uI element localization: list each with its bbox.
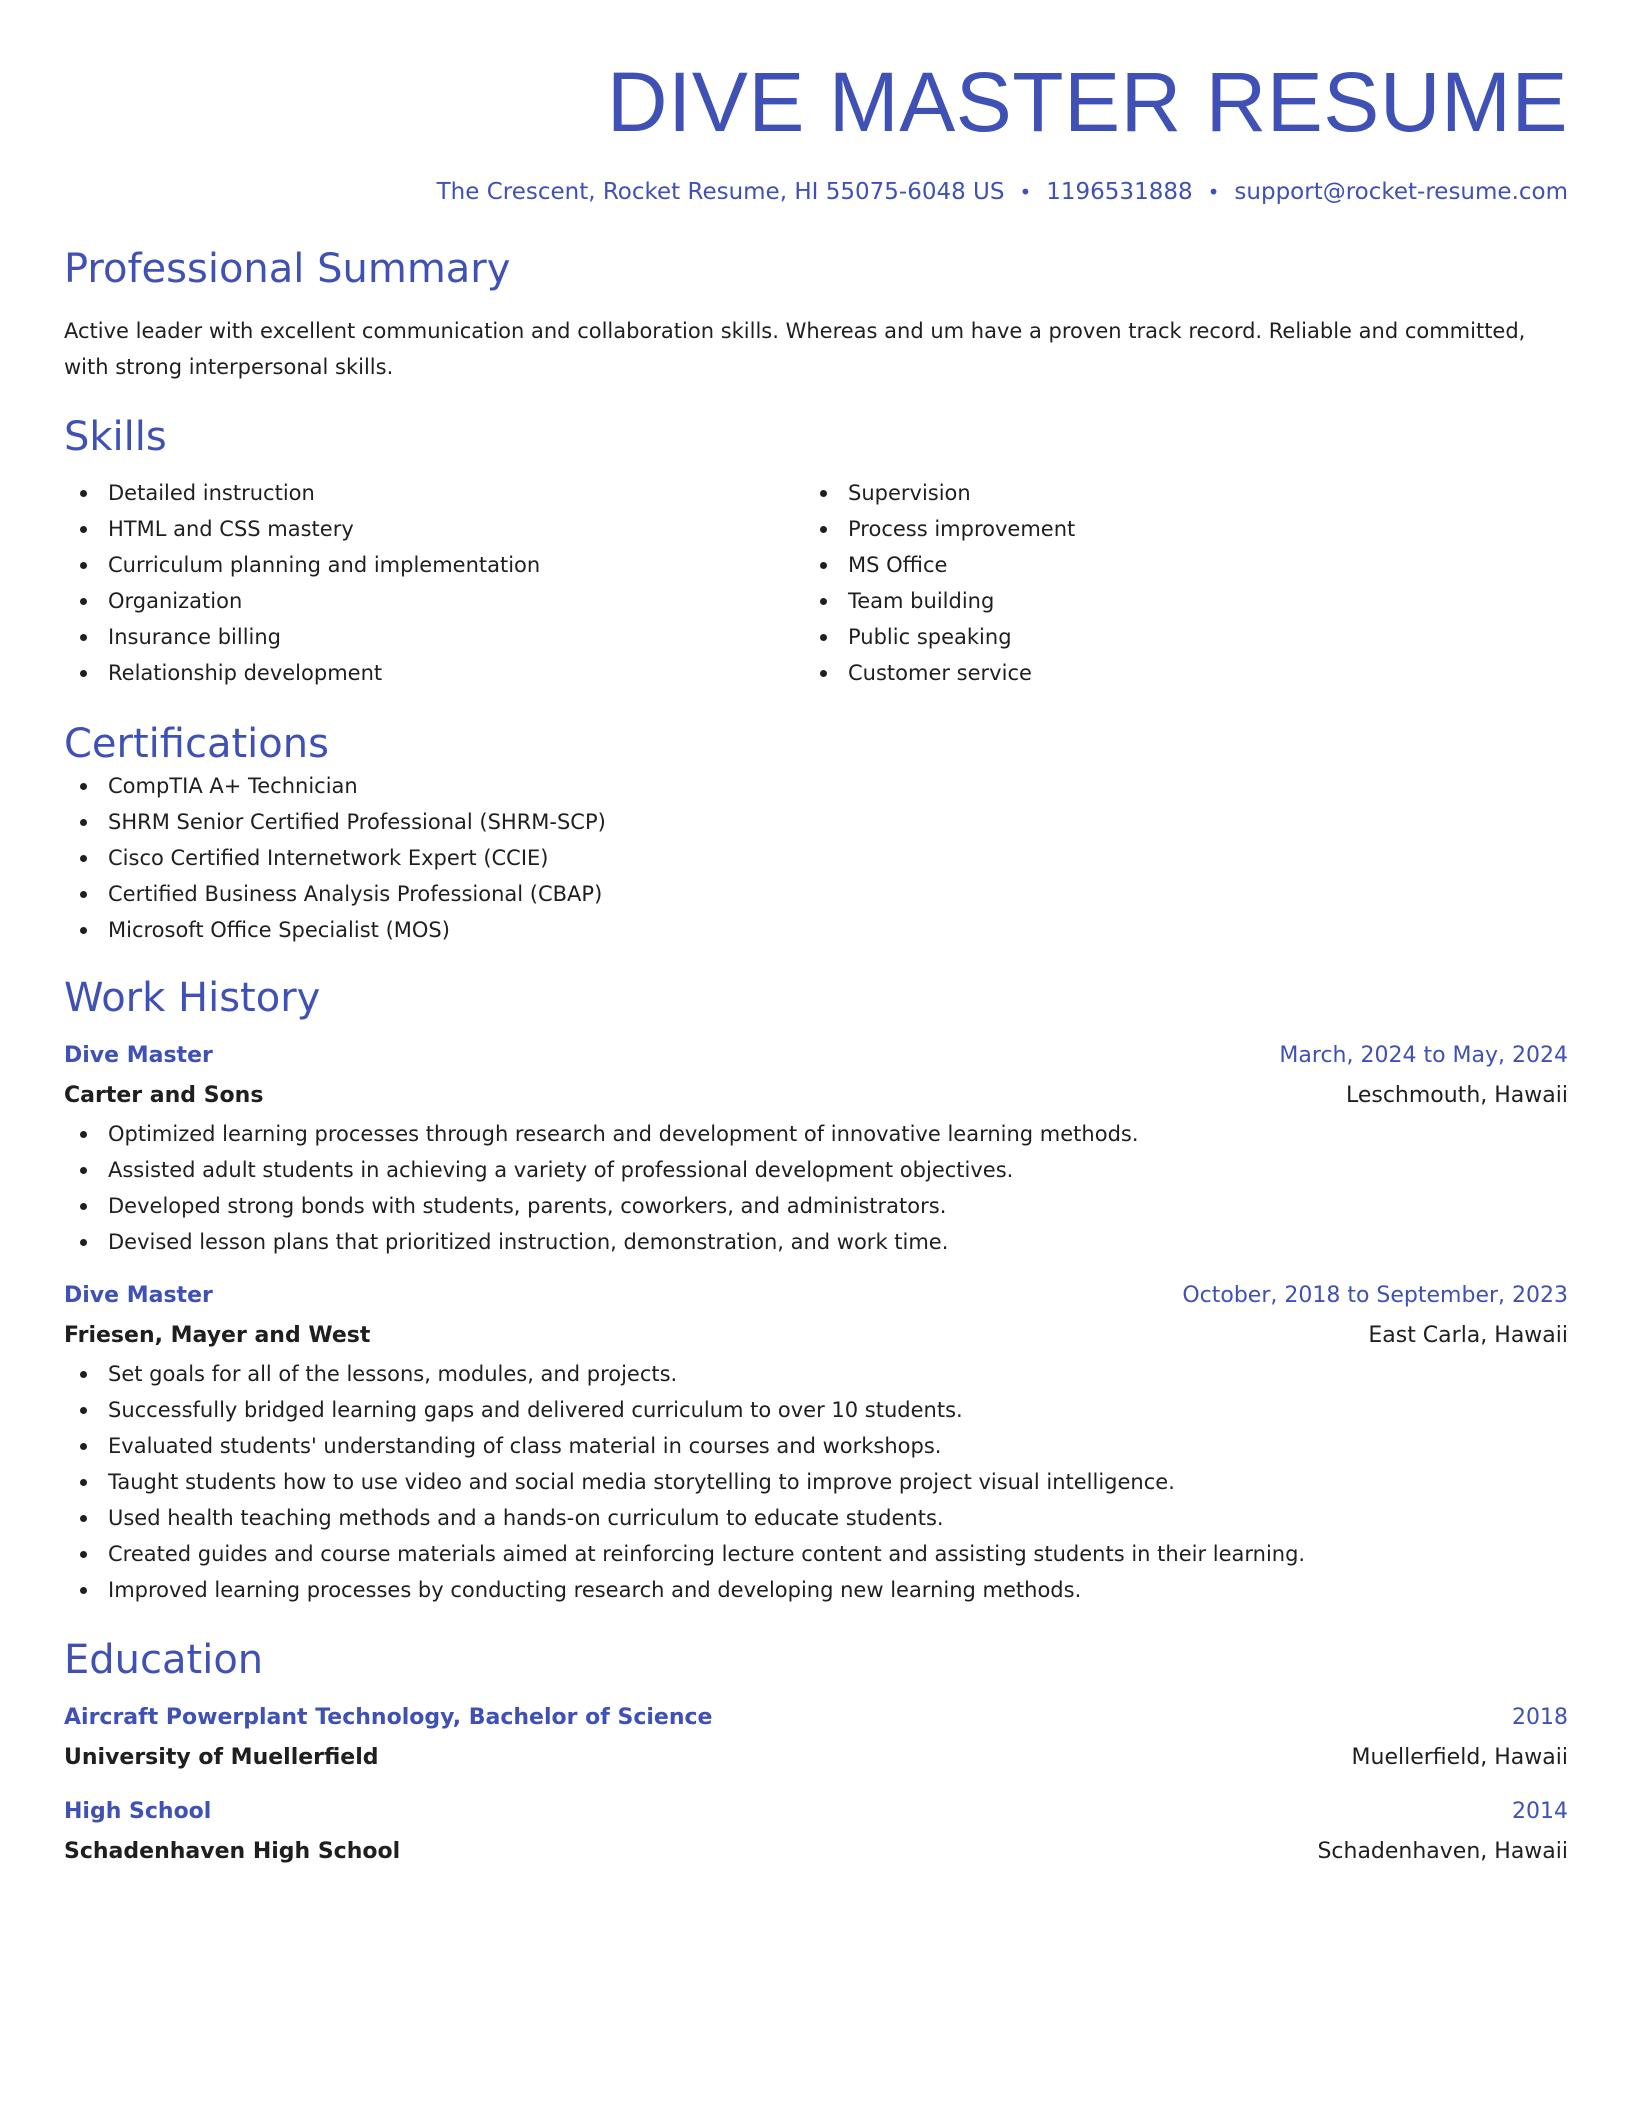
job-header-row xyxy=(64,1036,1568,1076)
job-duty-item: Set goals for all of the lessons, modules, and projects. xyxy=(64,1356,1568,1392)
job-duty-item: Used health teaching methods and a hands-on curriculum to educate students. xyxy=(64,1500,1568,1536)
education-year: 2018 xyxy=(1512,1705,1568,1730)
contact-address: The Crescent, Rocket Resume, HI 55075-6048 US xyxy=(436,179,1005,205)
contact-separator: • xyxy=(1207,180,1220,204)
job-duty-item: Taught students how to use video and social media storytelling to improve project visual intelligence. xyxy=(64,1464,1568,1500)
skill-item: Insurance billing xyxy=(64,619,804,655)
education-entry xyxy=(64,1792,1568,1872)
skills-columns xyxy=(64,475,1568,691)
contact-email[interactable]: support@rocket-resume.com xyxy=(1234,179,1568,205)
summary-heading: Professional Summary xyxy=(64,246,511,292)
work-history-heading: Work History xyxy=(64,975,321,1021)
certification-item: SHRM Senior Certified Professional (SHRM-SCP) xyxy=(64,804,1568,840)
skill-item: Team building xyxy=(804,583,1544,619)
education-degree: High School xyxy=(64,1799,212,1824)
certification-item: Microsoft Office Specialist (MOS) xyxy=(64,912,1568,948)
job-company: Carter and Sons xyxy=(64,1083,264,1108)
job-company: Friesen, Mayer and West xyxy=(64,1323,371,1348)
job-duty-item: Successfully bridged learning gaps and delivered curriculum to over 10 students. xyxy=(64,1392,1568,1428)
contact-line xyxy=(64,177,1568,207)
job-company-row xyxy=(64,1076,1568,1116)
skill-item: Supervision xyxy=(804,475,1544,511)
job-entry xyxy=(64,1036,1568,1260)
job-duties-list xyxy=(64,1356,1568,1608)
job-duty-item: Evaluated students' understanding of class material in courses and workshops. xyxy=(64,1428,1568,1464)
job-duty-item: Created guides and course materials aimed at reinforcing lecture content and assisting students in their learning. xyxy=(64,1536,1568,1572)
job-duty-item: Assisted adult students in achieving a variety of professional development objectives. xyxy=(64,1152,1568,1188)
job-dates: October, 2018 to September, 2023 xyxy=(1182,1283,1568,1308)
certification-item: Certified Business Analysis Professional (CBAP) xyxy=(64,876,1568,912)
resume-title: DIVE MASTER RESUME xyxy=(606,55,1568,149)
education-location: Muellerfield, Hawaii xyxy=(1351,1745,1568,1770)
job-location: East Carla, Hawaii xyxy=(1368,1323,1568,1348)
education-degree: Aircraft Powerplant Technology, Bachelor of Science xyxy=(64,1705,713,1730)
education-school: Schadenhaven High School xyxy=(64,1839,401,1864)
skill-item: Detailed instruction xyxy=(64,475,804,511)
skill-item: Customer service xyxy=(804,655,1544,691)
skill-item: Organization xyxy=(64,583,804,619)
education-entry xyxy=(64,1698,1568,1778)
skills-list-left xyxy=(64,475,804,691)
job-role: Dive Master xyxy=(64,1043,213,1068)
job-duties-list xyxy=(64,1116,1568,1260)
certification-item: Cisco Certified Internetwork Expert (CCIE) xyxy=(64,840,1568,876)
education-location: Schadenhaven, Hawaii xyxy=(1317,1839,1568,1864)
skills-list-right xyxy=(804,475,1544,691)
summary-text: Active leader with excellent communication and collaboration skills. Whereas and um have a proven track record. Reliable and committed, with strong interpersonal skills. xyxy=(64,319,1526,379)
certifications-heading: Certifications xyxy=(64,721,329,767)
skill-item: MS Office xyxy=(804,547,1544,583)
education-header-row xyxy=(64,1698,1568,1738)
job-header-row xyxy=(64,1276,1568,1316)
education-year: 2014 xyxy=(1512,1799,1568,1824)
skill-item: HTML and CSS mastery xyxy=(64,511,804,547)
job-company-row xyxy=(64,1316,1568,1356)
contact-phone[interactable]: 1196531888 xyxy=(1046,179,1193,205)
certifications-list xyxy=(64,768,1568,948)
job-entry xyxy=(64,1276,1568,1608)
job-duty-item: Optimized learning processes through research and development of innovative learning methods. xyxy=(64,1116,1568,1152)
job-location: Leschmouth, Hawaii xyxy=(1345,1083,1568,1108)
job-duty-item: Improved learning processes by conducting research and developing new learning methods. xyxy=(64,1572,1568,1608)
skill-item: Relationship development xyxy=(64,655,804,691)
skill-item: Process improvement xyxy=(804,511,1544,547)
education-school: University of Muellerfield xyxy=(64,1745,379,1770)
skill-item: Curriculum planning and implementation xyxy=(64,547,804,583)
education-school-row xyxy=(64,1738,1568,1778)
education-heading: Education xyxy=(64,1637,264,1683)
certification-item: CompTIA A+ Technician xyxy=(64,768,1568,804)
skill-item: Public speaking xyxy=(804,619,1544,655)
contact-separator: • xyxy=(1019,180,1032,204)
skills-heading: Skills xyxy=(64,414,167,460)
job-duty-item: Developed strong bonds with students, parents, coworkers, and administrators. xyxy=(64,1188,1568,1224)
education-school-row xyxy=(64,1832,1568,1872)
job-role: Dive Master xyxy=(64,1283,213,1308)
job-duty-item: Devised lesson plans that prioritized instruction, demonstration, and work time. xyxy=(64,1224,1568,1260)
job-dates: March, 2024 to May, 2024 xyxy=(1279,1043,1568,1068)
education-header-row xyxy=(64,1792,1568,1832)
